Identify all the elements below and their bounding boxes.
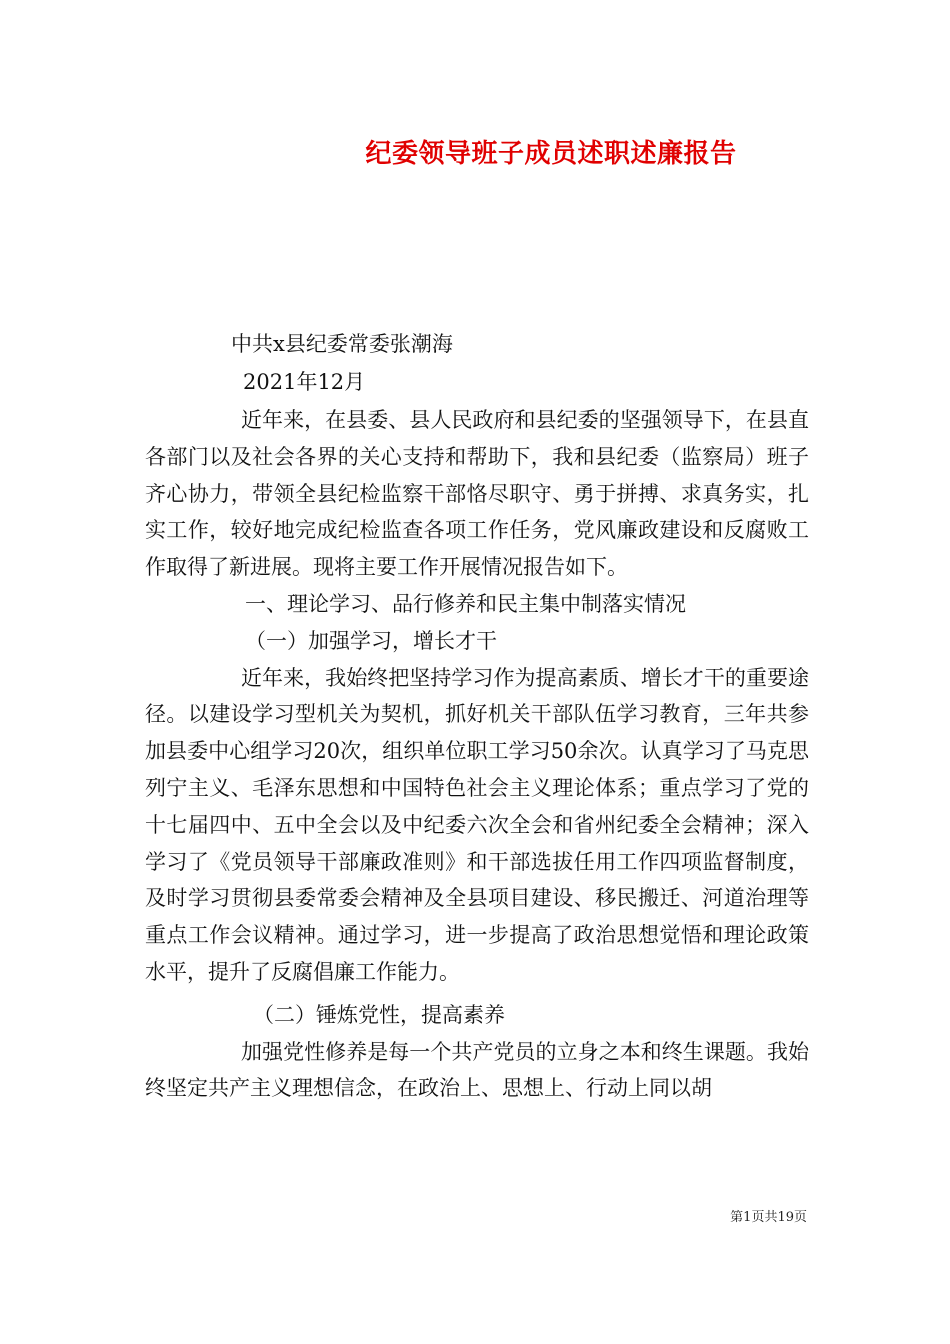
date-line: 2021年12月: [243, 370, 366, 394]
subsection-heading-1: （一）加强学习，增长才干: [245, 628, 497, 653]
subsection-body-2: 加强党性修养是每一个共产党员的立身之本和终生课题。我始终坚定共产主义理想信念，在政治上、思想上、行动上同以胡: [145, 1039, 809, 1101]
author-line: 中共x县纪委常委张潮海: [231, 332, 453, 356]
page-footer: 第1页共19页: [730, 1210, 807, 1225]
document-body: [145, 402, 809, 1107]
section-heading-1: 一、理论学习、品行修养和民主集中制落实情况: [245, 591, 686, 616]
document-title: 纪委领导班子成员述职述廉报告: [365, 139, 737, 169]
subsection-body-1: 近年来，我始终把坚持学习作为提高素质、增长才干的重要途径。以建设学习型机关为契机，抓好机关干部队伍学习教育，三年共参加县委中心组学习20次，组织单位职工学习50余次。认真学习了马克思列宁主义、毛泽东思想和中国特色社会主义理论体系；重点学习了党的十七届四中、五中全会以及中纪委六次全会和省州纪委全会精神；深入学习了《党员领导干部廉政准则》和干部选拔任用工作四项监督制度，及时学习贯彻县委常委会精神及全县项目建设、移民搬迁、河道治理等重点工作会议精神。通过学习，进一步提高了政治思想觉悟和理论政策水平，提升了反腐倡廉工作能力。: [145, 665, 809, 984]
subsection-heading-2: （二）锤炼党性，提高素养: [253, 1002, 505, 1027]
intro-paragraph: 近年来，在县委、县人民政府和县纪委的坚强领导下，在县直各部门以及社会各界的关心支持和帮助下，我和县纪委（监察局）班子齐心协力，带领全县纪检监察干部恪尽职守、勇于拼搏、求真务实，扎实工作，较好地完成纪检监查各项工作任务，党风廉政建设和反腐败工作取得了新进展。现将主要工作开展情况报告如下。: [145, 408, 809, 580]
